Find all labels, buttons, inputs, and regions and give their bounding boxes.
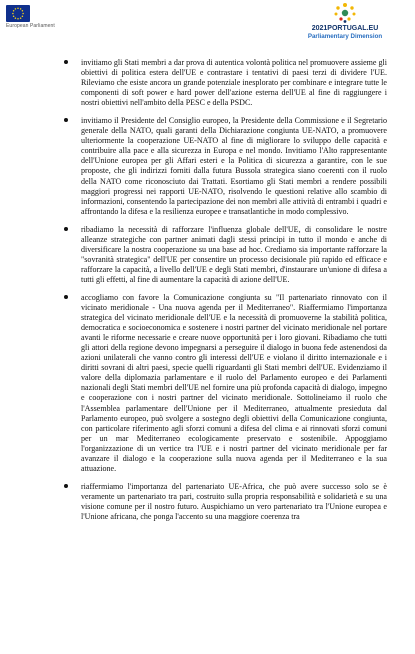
list-item <box>0 293 415 474</box>
bullet-icon <box>64 227 68 231</box>
bullet-icon <box>64 295 68 299</box>
presidency-subtitle: Parliamentary Dimension <box>307 33 383 40</box>
sun-emblem-icon <box>332 2 358 24</box>
list-item <box>0 116 415 216</box>
bullet-icon <box>64 60 68 64</box>
european-parliament-caption: European Parliament <box>6 23 55 29</box>
paragraph-text: invitiamo gli Stati membri a dar prova di autentica volontà politica nel promuovere assieme gli obiettivi di politica estera dell'UE e contrastare i tentativi di paesi terzi di dividere l'UE. Rileviamo che esiste ancora un grande potenziale inesplorato per combinare e integrare tutte le componenti di soft power e hard power dell'azione esterna dell'UE al fine di raggiungere i nostri obiettivi nell'ambito della PESC e della PSDC. <box>81 58 387 108</box>
presidency-title: 2021PORTUGAL.EU <box>311 25 379 32</box>
eu-flag-icon <box>6 5 30 22</box>
paragraph-text: riaffermiamo l'importanza del partenariato UE-Africa, che può avere successo solo se è veramente un partenariato tra pari, costruito sulla propria responsabilità e solidarietà e su una visione comune per il nostro futuro. Auspichiamo un vero partenariato tra l'Unione europea e l'Unione africana, che ponga l'accento su una maggiore coerenza tra <box>81 481 387 521</box>
paragraph-text: ribadiamo la necessità di rafforzare l'influenza globale dell'UE, di consolidare le nostre alleanze strategiche con partner animati dagli stessi principi in tutto il mondo e anche di diversificare la nostra cooperazione su una base ad hoc. Crediamo sia importante rafforzare la "sovranità strategica" dell'UE per consentire un processo decisionale più rapido ed efficace e rafforzare la capacità, a livello dell'UE e degli Stati membri, d'instaurare un'unione di difesa a tutti gli effetti, al fine di aumentare la capacità di azione dell'UE. <box>81 224 387 284</box>
list-item <box>0 225 415 285</box>
document-body <box>0 58 415 530</box>
bullet-icon <box>64 118 68 122</box>
list-item <box>0 482 415 522</box>
portugal-presidency-logo <box>285 2 405 40</box>
paragraph-text: accogliamo con favore la Comunicazione congiunta su "Il partenariato rinnovato con il vicinato meridionale - Una nuova agenda per il Mediterraneo". Riaffermiamo l'importanza strategica del vicinato meridionale dell'UE e la necessità di promuoverne la stabilità politica, democratica e socioeconomica e sostenere i nostri partner del vicinato meridionale nel portare avanti le riforme necessarie e creare nuove opportunità per i loro giovani. Ribadiamo che tutti gli attori della regione devono impegnarsi a perseguire il dialogo in buona fede astenendosi da azioni unilaterali che vanno contro gli interessi dell'UE e violano il diritto internazionale e i diritti sovrani di altri paesi, specie quelli riguardanti gli Stati membri dell'UE. Evidenziamo il valore della diplomazia parlamentare e il ruolo del Parlamento europeo e dei Parlamenti nazionali degli Stati membri dell'UE nel fornire una più profonda capacità di dialogo, impegno e cooperazione con i nostri partner del vicinato meridionale. Sottolineiamo il ruolo che l'Assemblea parlamentare dell'Unione per il Mediterraneo, attualmente presieduta dal Parlamento europeo, può svolgere a sostegno degli obiettivi della Comunicazione congiunta, con particolare riferimento agli sforzi comuni a difesa del clima e ai rinnovati sforzi comuni per un mar Mediterraneo ecologicamente preservato e sostenibile. Appoggiamo l'organizzazione di un vertice tra l'UE e i nostri partner del vicinato meridionale per far avanzare il dialogo e la cooperazione sulla nuova agenda per il Mediterraneo e la sua attuazione. <box>81 292 387 473</box>
bullet-icon <box>64 484 68 488</box>
paragraph-text: invitiamo il Presidente del Consiglio europeo, la Presidente della Commissione e il Segretario generale della NATO, quali garanti della Dichiarazione congiunta UE-NATO, a promuovere ulteriormente la cooperazione UE-NATO al fine di migliorare lo sviluppo delle capacità e contribuire alla pace e alla sicurezza in Europa e nel mondo. Invitiamo l'Alto rappresentante dell'Unione europea per gli Affari esteri e la Politica di sicurezza a garantire, con le sue proposte, che gli indirizzi forniti dalla futura Bussola strategica siano coerenti con il ruolo della NATO come riconosciuto dai Trattati. Esortiamo gli Stati membri a rendere possibili maggiori progressi nei rapporti UE-NATO, risolvendo le questioni relative allo scambio di informazioni, consentendo la partecipazione dei non membri alle attività di entrambi i quadri e affrontando la difesa e la resilienza europee e transatlantiche in modo complessivo. <box>81 116 387 216</box>
page-header <box>0 0 415 42</box>
list-item <box>0 58 415 108</box>
